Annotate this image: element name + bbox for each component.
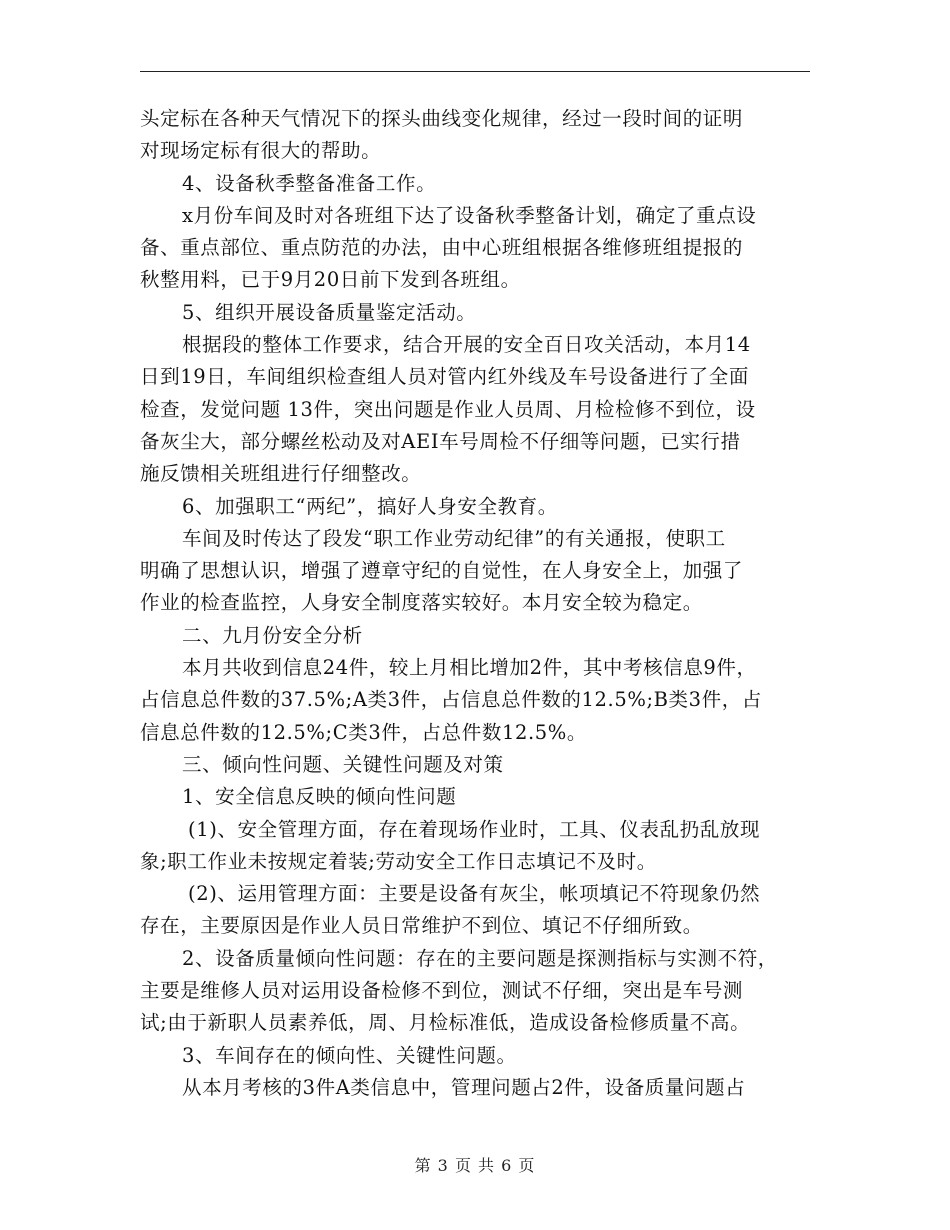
section-heading: 6、加强职工“两纪”，搞好人身安全教育。 (182, 494, 558, 518)
text-line: 本月共收到信息24件，较上月相比增加2件，其中考核信息9件， (182, 656, 757, 680)
document-body (140, 103, 810, 1104)
text-line: 作业的检查监控，人身安全制度落实较好。本月安全较为稳定。 (140, 591, 703, 615)
text-line: 对现场定标有很大的帮助。 (140, 139, 382, 163)
text-line: 象;职工作业未按规定着装;劳动安全工作日志填记不及时。 (140, 849, 657, 873)
text-line: 备、重点部位、重点防范的办法，由中心班组根据各维修班组提报的 (140, 236, 744, 260)
section-heading: 5、组织开展设备质量鉴定活动。 (182, 300, 477, 324)
text-line: 明确了思想认识，增强了遵章守纪的自觉性，在人身安全上，加强了 (140, 559, 744, 583)
text-line: 施反馈相关班组进行仔细整改。 (140, 462, 422, 486)
text-line: 备灰尘大，部分螺丝松动及对AEI车号周检不仔细等问题，已实行措 (140, 429, 741, 453)
text-line: 头定标在各种天气情况下的探头曲线变化规律，经过一段时间的证明 (140, 107, 744, 130)
section-heading: 1、安全信息反映的倾向性问题 (182, 785, 457, 809)
text-line: (1)、安全管理方面，存在着现场作业时，工具、仪表乱扔乱放现 (188, 817, 761, 841)
section-heading: 二、九月份安全分析 (182, 623, 363, 647)
text-line: (2)、运用管理方面：主要是设备有灰尘，帐项填记不符现象仍然 (188, 882, 761, 906)
section-heading: 4、设备秋季整备准备工作。 (182, 171, 437, 195)
text-line: 存在，主要原因是作业人员日常维护不到位、填记不仔细所致。 (140, 914, 703, 938)
section-heading: 三、倾向性问题、关键性问题及对策 (182, 752, 504, 776)
text-line: 秋整用料，已于9月20日前下发到各班组。 (140, 268, 521, 292)
text-line: 试;由于新职人员素养低，周、月检标准低，造成设备检修质量不高。 (140, 1011, 751, 1035)
section-heading: 3、车间存在的倾向性、关键性问题。 (182, 1043, 517, 1067)
page-number: 第 3 页 共 6 页 (414, 1156, 536, 1175)
text-line: 主要是维修人员对运用设备检修不到位，测试不仔细，突出是车号测 (140, 979, 744, 1003)
text-line: 车间及时传达了段发“职工作业劳动纪律”的有关通报，使职工 (182, 526, 726, 550)
text-line: 占信息总件数的37.5%;A类3件，占信息总件数的12.5%;B类3件，占 (140, 688, 762, 712)
text-line: 从本月考核的3件A类信息中，管理问题占2件，设备质量问题占 (182, 1075, 746, 1099)
text-line: 根据段的整体工作要求，结合开展的安全百日攻关活动，本月14 (182, 333, 751, 357)
text-line: 2、设备质量倾向性问题：存在的主要问题是探测指标与实测不符， (182, 946, 778, 970)
text-line: 信息总件数的12.5%;C类3件，占总件数12.5%。 (140, 720, 587, 744)
text-line: 日到19日，车间组织检查组人员对管内红外线及车号设备进行了全面 (140, 365, 749, 389)
header-rule (140, 71, 810, 72)
text-line: x月份车间及时对各班组下达了设备秋季整备计划，确定了重点设 (182, 203, 757, 227)
text-line: 检查，发觉问题 13件，突出问题是作业人员周、月检检修不到位，设 (140, 397, 756, 421)
